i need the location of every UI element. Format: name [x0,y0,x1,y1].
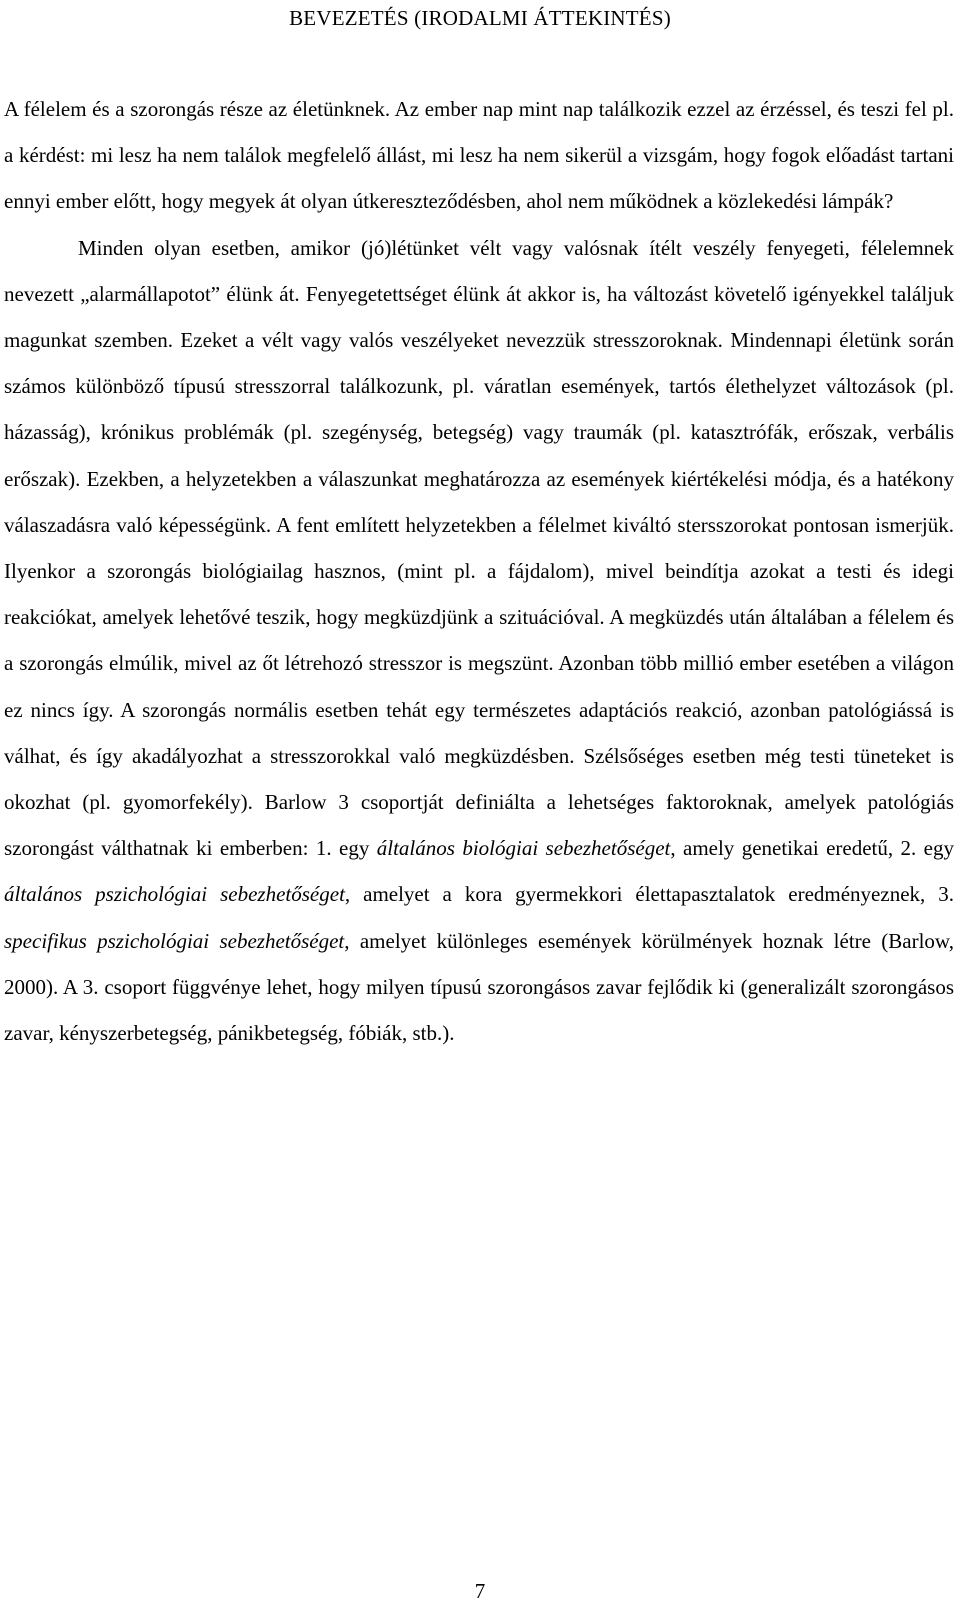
body-text [4,86,954,1056]
section-heading: BEVEZETÉS (IRODALMI ÁTTEKINTÉS) [289,6,671,30]
paragraph-text: , amelyet a kora gyermekkori élettapasztalatok eredményeznek, 3. [344,882,954,907]
paragraph-text: , amely genetikai eredetű, 2. egy [670,836,954,861]
paragraph-text: Minden olyan esetben, amikor (jó)létünket vélt vagy valósnak ítélt veszély fenyegeti, félelemnek nevezett „alarmállapotot” élünk át. Fenyegetettséget élünk át akkor is, ha változást követelő igényekkel találjuk magunkat szemben. Ezeket a vélt vagy valós veszélyeket nevezzük stresszoroknak. Mindennapi életünk során számos különböző típusú stresszorral találkozunk, pl. váratlan események, tartós élethelyzet változások (pl. házasság), krónikus problémák (pl. szegénység, betegség) vagy traumák (pl. katasztrófák, erőszak, verbális erőszak). Ezekben, a helyzetekben a válaszunkat meghatározza az események kiértékelési módja, és a hatékony válaszadásra való képességünk. A fent említett helyzetekben a félelmet kiváltó stersszorokat pontosan ismerjük. Ilyenkor a szorongás biológiailag hasznos, (mint pl. a fájdalom), mivel beindítja azokat a testi és idegi reakciókat, amelyek lehetővé teszik, hogy megküzdjünk a szituációval. A megküzdés után általában a félelem és a szorongás elmúlik, mivel az őt létrehozó stresszor is megszünt. Azonban több millió ember esetében a világon ez nincs így. A szorongás normális esetben tehát egy természetes adaptációs reakció, azonban patológiássá is válhat, és így akadályozhat a stresszorokkal való megküzdésben. Szélsőséges esetben még testi tüneteket is okozhat (pl. gyomorfekély). Barlow 3 csoportját definiálta a lehetséges faktoroknak, amelyek patológiás szorongást válthatnak ki emberben: 1. egy [4,235,954,861]
page-number: 7 [474,1579,486,1603]
italic-term: általános pszichológiai sebezhetőséget [4,882,345,907]
paragraph-intro: A félelem és a szorongás része az életünknek. Az ember nap mint nap találkozik ezzel az érzéssel, és teszi fel pl. a kérdést: mi lesz ha nem találok megfelelő állást, mi lesz ha nem sikerül a vizsgám, hogy fogok előadást tartani ennyi ember előtt, hogy megyek át olyan útkereszteződésben, ahol nem működnek a közlekedési lámpák? [4,97,954,214]
italic-term: általános biológiai sebezhetőséget [376,836,671,861]
paragraph-text: , amelyet különleges események körülmények hoznak létre (Barlow, 2000). A 3. csoport függvénye lehet, hogy milyen típusú szorongásos zavar fejlődik ki (generalizált szorongásos zavar, kényszerbetegség, pánikbetegség, fóbiák, stb.). [4,928,954,1046]
paragraph-stressors [4,225,954,1057]
italic-term: specifikus pszichológiai sebezhetőséget [4,928,345,953]
